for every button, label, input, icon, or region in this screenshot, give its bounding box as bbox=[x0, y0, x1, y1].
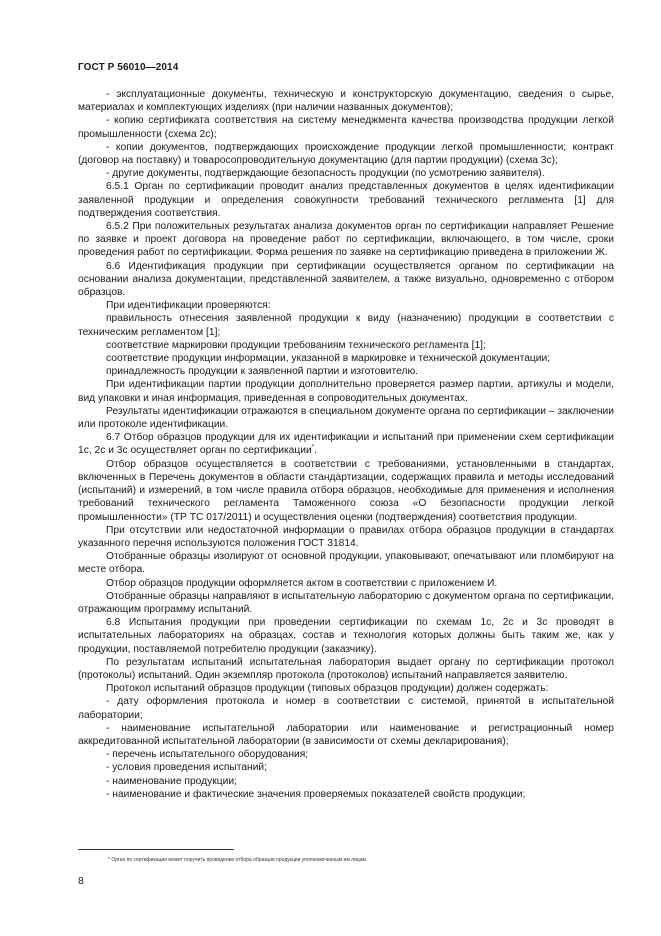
paragraph: Результаты идентификации отражаются в специальном документе органа по сертификации – заключении или протоколе идентификации. bbox=[78, 405, 614, 431]
paragraph: Протокол испытаний образцов продукции (типовых образцов продукции) должен содержать: bbox=[106, 683, 549, 695]
paragraph: правильность отнесения заявленной продукции к виду (назначению) продукции в соответствии с техническим регламентом [1]; bbox=[78, 313, 614, 338]
paragraph: 6.6 Идентификация продукции при сертификации осуществляется органом по сертификации на основании анализа документации, представленной заявителем, а также визуально, одновременно с отбором образцов. bbox=[78, 260, 614, 299]
footnote-mark: * bbox=[311, 445, 315, 452]
paragraph: При отсутствии или недостаточной информации о правилах отбора образцов продукции в стандартах указанного перечня используются положения ГОСТ 31814. bbox=[78, 524, 614, 549]
footnote-separator bbox=[78, 849, 234, 850]
page-number: 8 bbox=[78, 875, 84, 887]
paragraph: Отобранные образцы направляют в испытательную лабораторию с документом органа по сертификации, отражающим программу испытаний. bbox=[78, 590, 614, 615]
paragraph: соответствие продукции информации, указанной в маркировке и технической документации; bbox=[106, 353, 551, 365]
paragraph: По результатам испытаний испытательная лаборатория выдает органу по сертификации протокол (протоколы) испытаний. Один экземпляр протокола (протоколов) испытаний направляется заявителю. bbox=[78, 656, 614, 681]
paragraph: Отбор образцов осуществляется в соответствии с требованиями, установленными в стандартах, включенных в Перечень документов в области стандартизации, содержащих правила и методы исследований (испытаний) и измерений, в том числе правила отбора образцов, необходимые для применения и исполнения требований технического регламента Таможенного союза «О безопасности продукции легкой промышленности» (ТР ТС 017/2011) и осуществления оценки (подтверждения) соответствия продукции. bbox=[78, 458, 614, 523]
paragraph: соответствие маркировки продукции требованиям технического регламента [1]; bbox=[106, 339, 486, 351]
paragraph: - наименование продукции; bbox=[106, 775, 237, 787]
paragraph: - перечень испытательного оборудования; bbox=[106, 749, 309, 761]
paragraph: Отобранные образцы изолируют от основной продукции, упаковывают, опечатывают или пломбируют на месте отбора. bbox=[78, 551, 614, 576]
paragraph: При идентификации проверяются: bbox=[106, 300, 271, 312]
paragraph: 6.8 Испытания продукции при проведении сертификации по схемам 1с, 2с и 3с проводят в испытательных лабораториях на образцах, состав и технология которых должны быть таким же, как у продукции, поставляемой потребителю продукции (заказчику). bbox=[78, 617, 614, 655]
paragraph: - наименование испытательной лаборатории или наименование и регистрационный номер аккредитованной испытательной лаборатории (в зависимости от схемы декларирования); bbox=[78, 722, 614, 747]
paragraph-with-footnote: 6.7 Отбор образцов продукции для их идентификации и испытаний при применении схем сертификации 1с, 2с и 3с осуществляет орган по сертификации*. bbox=[78, 432, 614, 457]
paragraph: 6.5.2 При положительных результатах анализа документов орган по сертификации направляет Решение по заявке и проект договора на проведение работ по сертификации, включающего, в том числе, сроки проведения работ по сертификации. Форма решения по заявке на сертификацию приведена в приложении Ж. bbox=[78, 221, 614, 259]
paragraph: - дату оформления протокола и номер в соответствии с системой, принятой в испытательной лаборатории; bbox=[78, 696, 614, 721]
paragraph: принадлежность продукции к заявленной партии и изготовителю. bbox=[106, 366, 418, 378]
paragraph-text: 6.7 Отбор образцов продукции для их идентификации и испытаний при применении схем сертификации 1с, 2с и 3с осуществляет орган по сертификации bbox=[78, 432, 614, 457]
paragraph: - условия проведения испытаний; bbox=[106, 762, 267, 774]
paragraph: - копии документов, подтверждающих происхождение продукции легкой промышленности; контракт (договор на поставку) и товаросопроводительную документацию (для партии продукции) (схема 3с); bbox=[78, 141, 614, 167]
paragraph: - другие документы, подтверждающие безопасность продукции (по усмотрению заявителя). bbox=[106, 168, 545, 180]
paragraph: При идентификации партии продукции дополнительно проверяется размер партии, артикулы и модели, вид упаковки и иная информация, приведенная в сопроводительных документах. bbox=[78, 379, 614, 404]
paragraph: Отбор образцов продукции оформляется актом в соответствии с приложением И. bbox=[106, 577, 498, 589]
document-body bbox=[78, 88, 614, 801]
paragraph: 6.5.1 Орган по сертификации проводит анализ представленных документов в целях идентификации заявленной продукции и определения совокупности требований технического регламента [1] для подтверждения соответствия. bbox=[78, 181, 614, 219]
footnote: * Орган по сертификации может поручить проведение отбора образцов продукции уполномоченным им лицам bbox=[108, 857, 366, 863]
paragraph: - эксплуатационные документы, техническую и конструкторскую документацию, сведения о сырье, материалах и комплектующих изделиях (при наличии названных документов); bbox=[78, 89, 614, 114]
paragraph: - наименование и фактические значения проверяемых показателей свойств продукции; bbox=[106, 788, 526, 800]
paragraph: - копию сертификата соответствия на систему менеджмента качества производства продукции легкой промышленности (схема 2с); bbox=[78, 115, 614, 140]
document-header: ГОСТ Р 56010—2014 bbox=[78, 62, 179, 73]
